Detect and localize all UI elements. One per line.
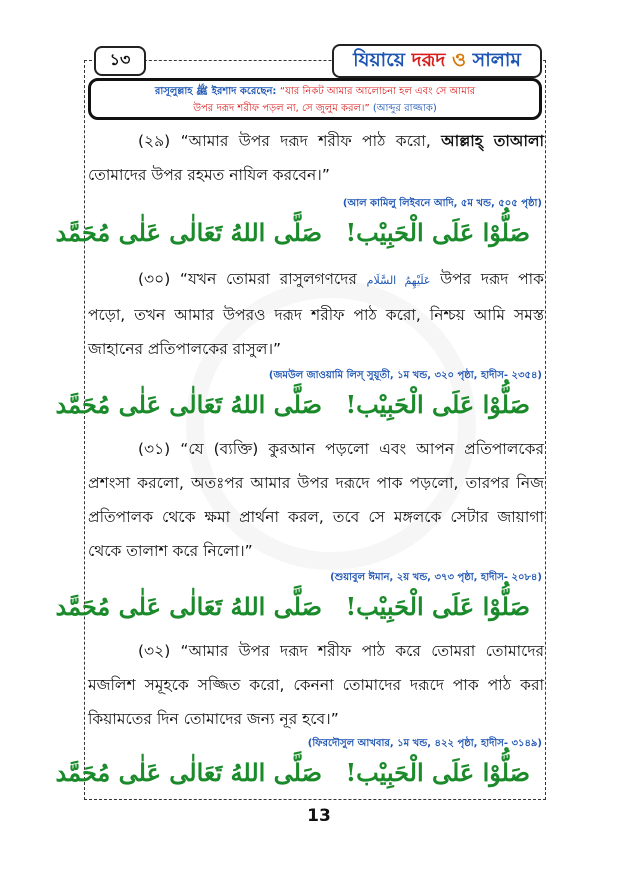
salutation-3: صَلُّوْا عَلَى الْحَبِيْب! صَلَّى اللهُ تَعَالٰى عَلٰى مُحَمَّد (55, 592, 530, 621)
salutation-2: صَلُّوْا عَلَى الْحَبِيْب! صَلَّى اللهُ تَعَالٰى عَلٰى مُحَمَّد (55, 390, 530, 419)
bengali-page-number: ১৩ (94, 46, 146, 76)
hadith-line-2: উপর দরূদ শরীফ পড়ল না, সে জুলুম করল।” (আব্দুর রাজ্জাক) (193, 103, 437, 114)
hadith-quote-box (88, 78, 542, 120)
salutation-4: صَلُّوْا عَلَى الْحَبِيْب! صَلَّى اللهُ تَعَالٰى عَلٰى مُحَمَّد (55, 758, 530, 787)
page-number: 13 (307, 806, 331, 826)
book-title: যিয়ায়ে দরূদ ও সালাম (332, 44, 542, 78)
hadith-31-reference: (শুয়াবুল ঈমান, ২য় খন্ড, ৩৭৩ পৃষ্ঠা, হাদীস- ২০৮৪) (330, 572, 542, 583)
hadith-31-text: (৩১) “যে (ব্যক্তি) কুরআন পড়লো এবং আপন প্রতিপালকের প্রশংসা করলো, অতঃপর আমার উপর দরূদে পাক পড়লো, তারপর নিজ প্রতিপালক থেকে ক্ষমা প্রার্থনা করল, তবে সে মঙ্গলকে সেটার জায়াগা থেকে তালাশ করে নিলো।” (88, 440, 544, 560)
hadith-29-reference: (আল কামিলু লিইবনে আদি, ৫ম খন্ড, ৫০৫ পৃষ্ঠা) (342, 198, 542, 209)
hadith-line-1: রাসূলুল্লাহ ﷺ ইরশাদ করেছেন: “যার নিকট আমার আলোচনা হল এবং সে আমার (154, 86, 476, 97)
hadith-32-text: (৩২) “আমার উপর দরূদ শরীফ পাঠ করে তোমরা তোমাদের মজলিশ সমূহকে সজ্জিত করো, কেননা তোমাদের দরূদে পাক পাঠ করা কিয়ামতের দিন তোমাদের জন্য নূর হবে।” (88, 642, 544, 728)
hadith-29-text: (২৯) “আমার উপর দরূদ শরীফ পাঠ করো, আল্লাহ্ তাআলা তোমাদের উপর রহমত নাযিল করবেন।” (88, 132, 545, 184)
hadith-30-text: (৩০) “যখন তোমরা রাসুলগণদের عَلَيْهِمُ السَّلَام উপর দরূদ পাক পড়ো, তখন আমার উপরও দরূদ শরীফ পাঠ করো, নিশ্চয় আমি সমস্ত জাহানের প্রতিপালকের রাসুল।” (88, 270, 544, 358)
hadith-32-reference: (ফিরদৌসুল আখবার, ১ম খন্ড, ৪২২ পৃষ্ঠা, হাদীস- ৩১৪৯) (307, 738, 542, 749)
hadith-30-reference: (জমউল জাওয়ামি লিস্ সুয়ূতী, ১ম খন্ড, ৩২০ পৃষ্ঠা, হাদীস- ২৩৫৪) (268, 370, 542, 381)
salutation-1: صَلُّوْا عَلَى الْحَبِيْب! صَلَّى اللهُ تَعَالٰى عَلٰى مُحَمَّد (55, 218, 530, 247)
